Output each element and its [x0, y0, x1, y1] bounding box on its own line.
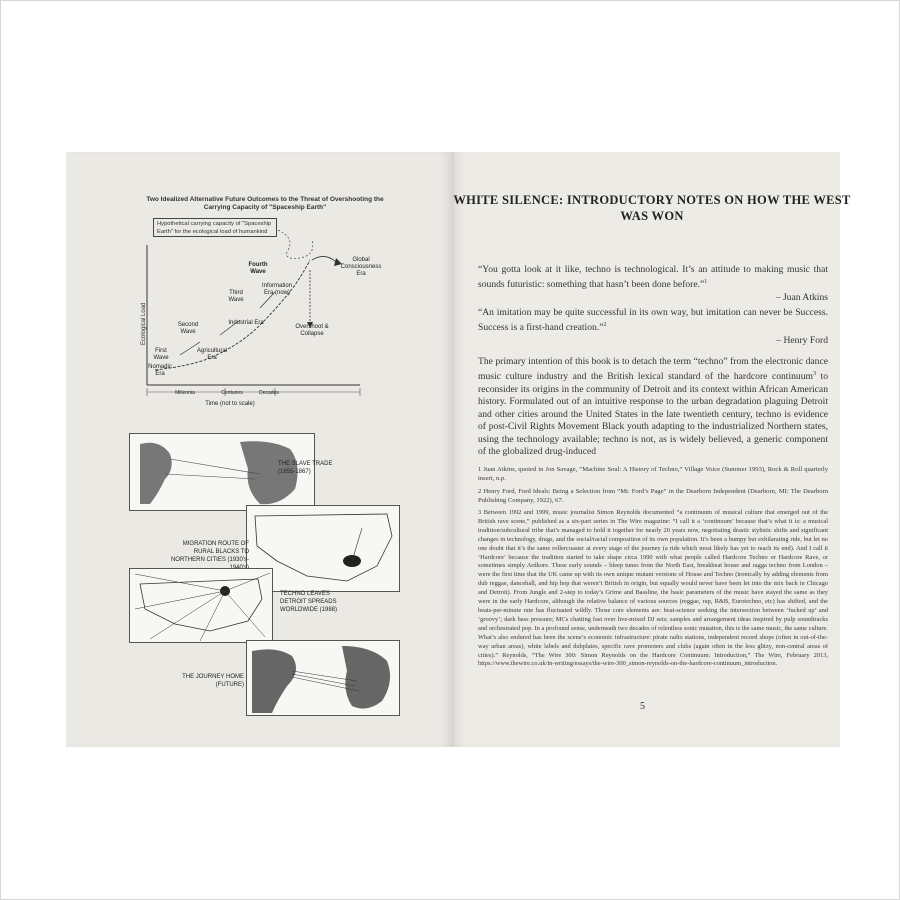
chapter-title: WHITE SILENCE: INTRODUCTORY NOTES ON HOW THE WEST WAS WON [453, 193, 851, 223]
label-overshoot-collapse: Overshoot & Collapse [295, 324, 329, 337]
epigraph-ford-text: “An imitation may be quite successful in its own way, but imitation can never be Success. Success is a first-hand creation.” [478, 307, 828, 334]
footnote-ref-3: 3 [812, 371, 816, 378]
page-number: 5 [640, 701, 645, 712]
label-agricultural-era: Agricultural Era [196, 348, 227, 361]
body-text-part1: The primary intention of this book is to detach the term “techno” from the electronic dance music culture industry and the British lexical standard of the hardcore continuum [478, 356, 828, 383]
map-label-techno: TECHNO LEAVES DETROIT SPREADS WORLDWIDE (1988) [280, 591, 338, 613]
diagram-title: Two Idealized Alternative Future Outcomes to the Threat of Overshooting the Carrying Capacity of "Spaceship Earth" [146, 196, 384, 211]
map-label-slave-trade: THE SLAVE TRADE (1655-1867) [278, 461, 333, 475]
map-journey-home [246, 640, 400, 716]
footnote-ref-2: 2 [603, 322, 607, 328]
body-paragraph [478, 356, 828, 458]
growth-curve [155, 260, 310, 370]
book-gutter [452, 152, 454, 747]
epigraph-atkins-text: “You gotta look at it like, techno is technological. It’s an attitude to making music that sounds futuristic: something that hasn’t been done before.” [478, 264, 828, 291]
body-text-part2: to reconsider its origins in the community of Detroit and its context within African American history. Formulated out of an intuitive response to the urban degradation plaguing Detroit and other cities around the United States in the late twentieth century, techno is evidence of post-Civil Rights Movement Black youth adapting to the industrialized Northern states, using the technology available; techno is not, as is widely believed, a generic component of the globalized drug-induced [478, 371, 828, 458]
label-global-consciousness: Global Consciousness Era [340, 257, 382, 277]
map-label-journey-home: THE JOURNEY HOME (FUTURE) [182, 674, 244, 688]
footnote-3: 3 Between 1992 and 1999, music journalist Simon Reynolds documented “a continuum of musical culture that emerged out of the British rave scene,” published as a six-part series in The Wire magazine: “I call it a ‘continuum’ because that’s what it is: a musical tradition/subcultural tribe that’s managed to hold it together for nearly 20 years now, negotiating drastic stylistic shifts and significant changes in technology, drugs, and the social/racial composition of its own population. It’s been a bumpy but exhilarating ride, but let no one doubt that it’s the same rollercoaster at every stage of the journey (a ride which most likely has yet to reach its end). And I call it ‘Hardcore’ because the tradition started to take shape circa 1990 with what people called Hardcore Techno or Hardcore Rave, or sometimes simply Ardkore. These early sounds – bleep tunes from the North East, breakbeat house and ragga techno from London – were the first time that the UK came up with its own unique mutant versions of House and Techno (ironically by adding elements from dub reggae, dancehall, and hip hop that weren’t British in origin, but equally would never have been let into the mix back in Chicago and Detroit). From Jungle and 2-step to today’s Grime and Bassline, the basic parameters of the music have stayed the same as they were in the early Hardcore, although the relative balance of various sources (reggae, rap, R&B, Eurotechno, etc) has shifted, and the beats-per-minute rate has fluctuated wildly. Those core elements are: beat-science seeking the intersection between ‘fucked up’ and ‘groovy’; dark bass pressure; MCs chatting fast over live-mixed DJ sets; samples and arrangement ideas inspired by pulp soundtracks and orchestrated pop. In a profound sense, underneath two decades of relentless sonic mutation, this is the same music, the same culture. What’s also endured has been the scene’s economic infrastructure: pirate radio stations, independent record shops (often in out-of-the-way urban areas), white labels and dubplates, specific rave promoters and clubs (again often in the less glitzy, non-central areas of cities).” Reynolds, “The Wire 300: Simon Reynolds on the Hardcore Continuum: Introduction,” The Wire, February 2013, https://www.thewire.co.uk/in-writing/essays/the-wire-300_simon-reynolds-on-the-hardcore-continuum_introduction. [478, 509, 828, 668]
footnote-1: 1 Juan Atkins, quoted in Jon Savage, “Machine Soul: A History of Techno,” Village Voice (Summer 1993), Rock & Roll quarterly insert, n.p. [478, 466, 828, 482]
map-label-migration: MIGRATION ROUTE OF RURAL BLACKS TO NORTHERN CITIES (1930's- [170, 541, 249, 563]
label-first-wave: First Wave [153, 348, 169, 361]
x-segment-decades: Decades [259, 390, 279, 396]
map-techno-spreads [129, 568, 273, 643]
epigraph-atkins [478, 263, 828, 291]
label-fourth-wave: Fourth Wave [248, 262, 268, 275]
label-industrial-era: Industrial Era [228, 320, 264, 326]
label-third-wave: Third Wave [228, 290, 244, 303]
carrying-capacity-note: Hypothetical carrying capacity of "Spaceship Earth" for the ecological load of humankind [153, 218, 277, 237]
epigraph-ford-attribution: – Henry Ford [776, 335, 828, 346]
label-nomadic-era: Nomadic Era [148, 364, 172, 377]
footnote-2: 2 Henry Ford, Ford Ideals: Being a Selection from “Mr. Ford’s Page” in the Dearborn Independent (Dearborn, MI: The Dearborn Publishing Company, 1922), 67. [478, 488, 828, 504]
x-segment-millennia: Millennia [175, 390, 195, 396]
label-second-wave: Second Wave [177, 322, 199, 335]
footnote-ref-1: 1 [704, 279, 708, 285]
x-segment-centuries: Centuries [221, 390, 243, 396]
epigraph-ford [478, 306, 828, 334]
y-axis-label: Ecological Load [141, 302, 147, 345]
label-information-era: Information Era (now) [261, 283, 292, 296]
epigraph-atkins-attribution: – Juan Atkins [775, 292, 828, 303]
x-axis-label: Time (not to scale) [205, 401, 255, 407]
